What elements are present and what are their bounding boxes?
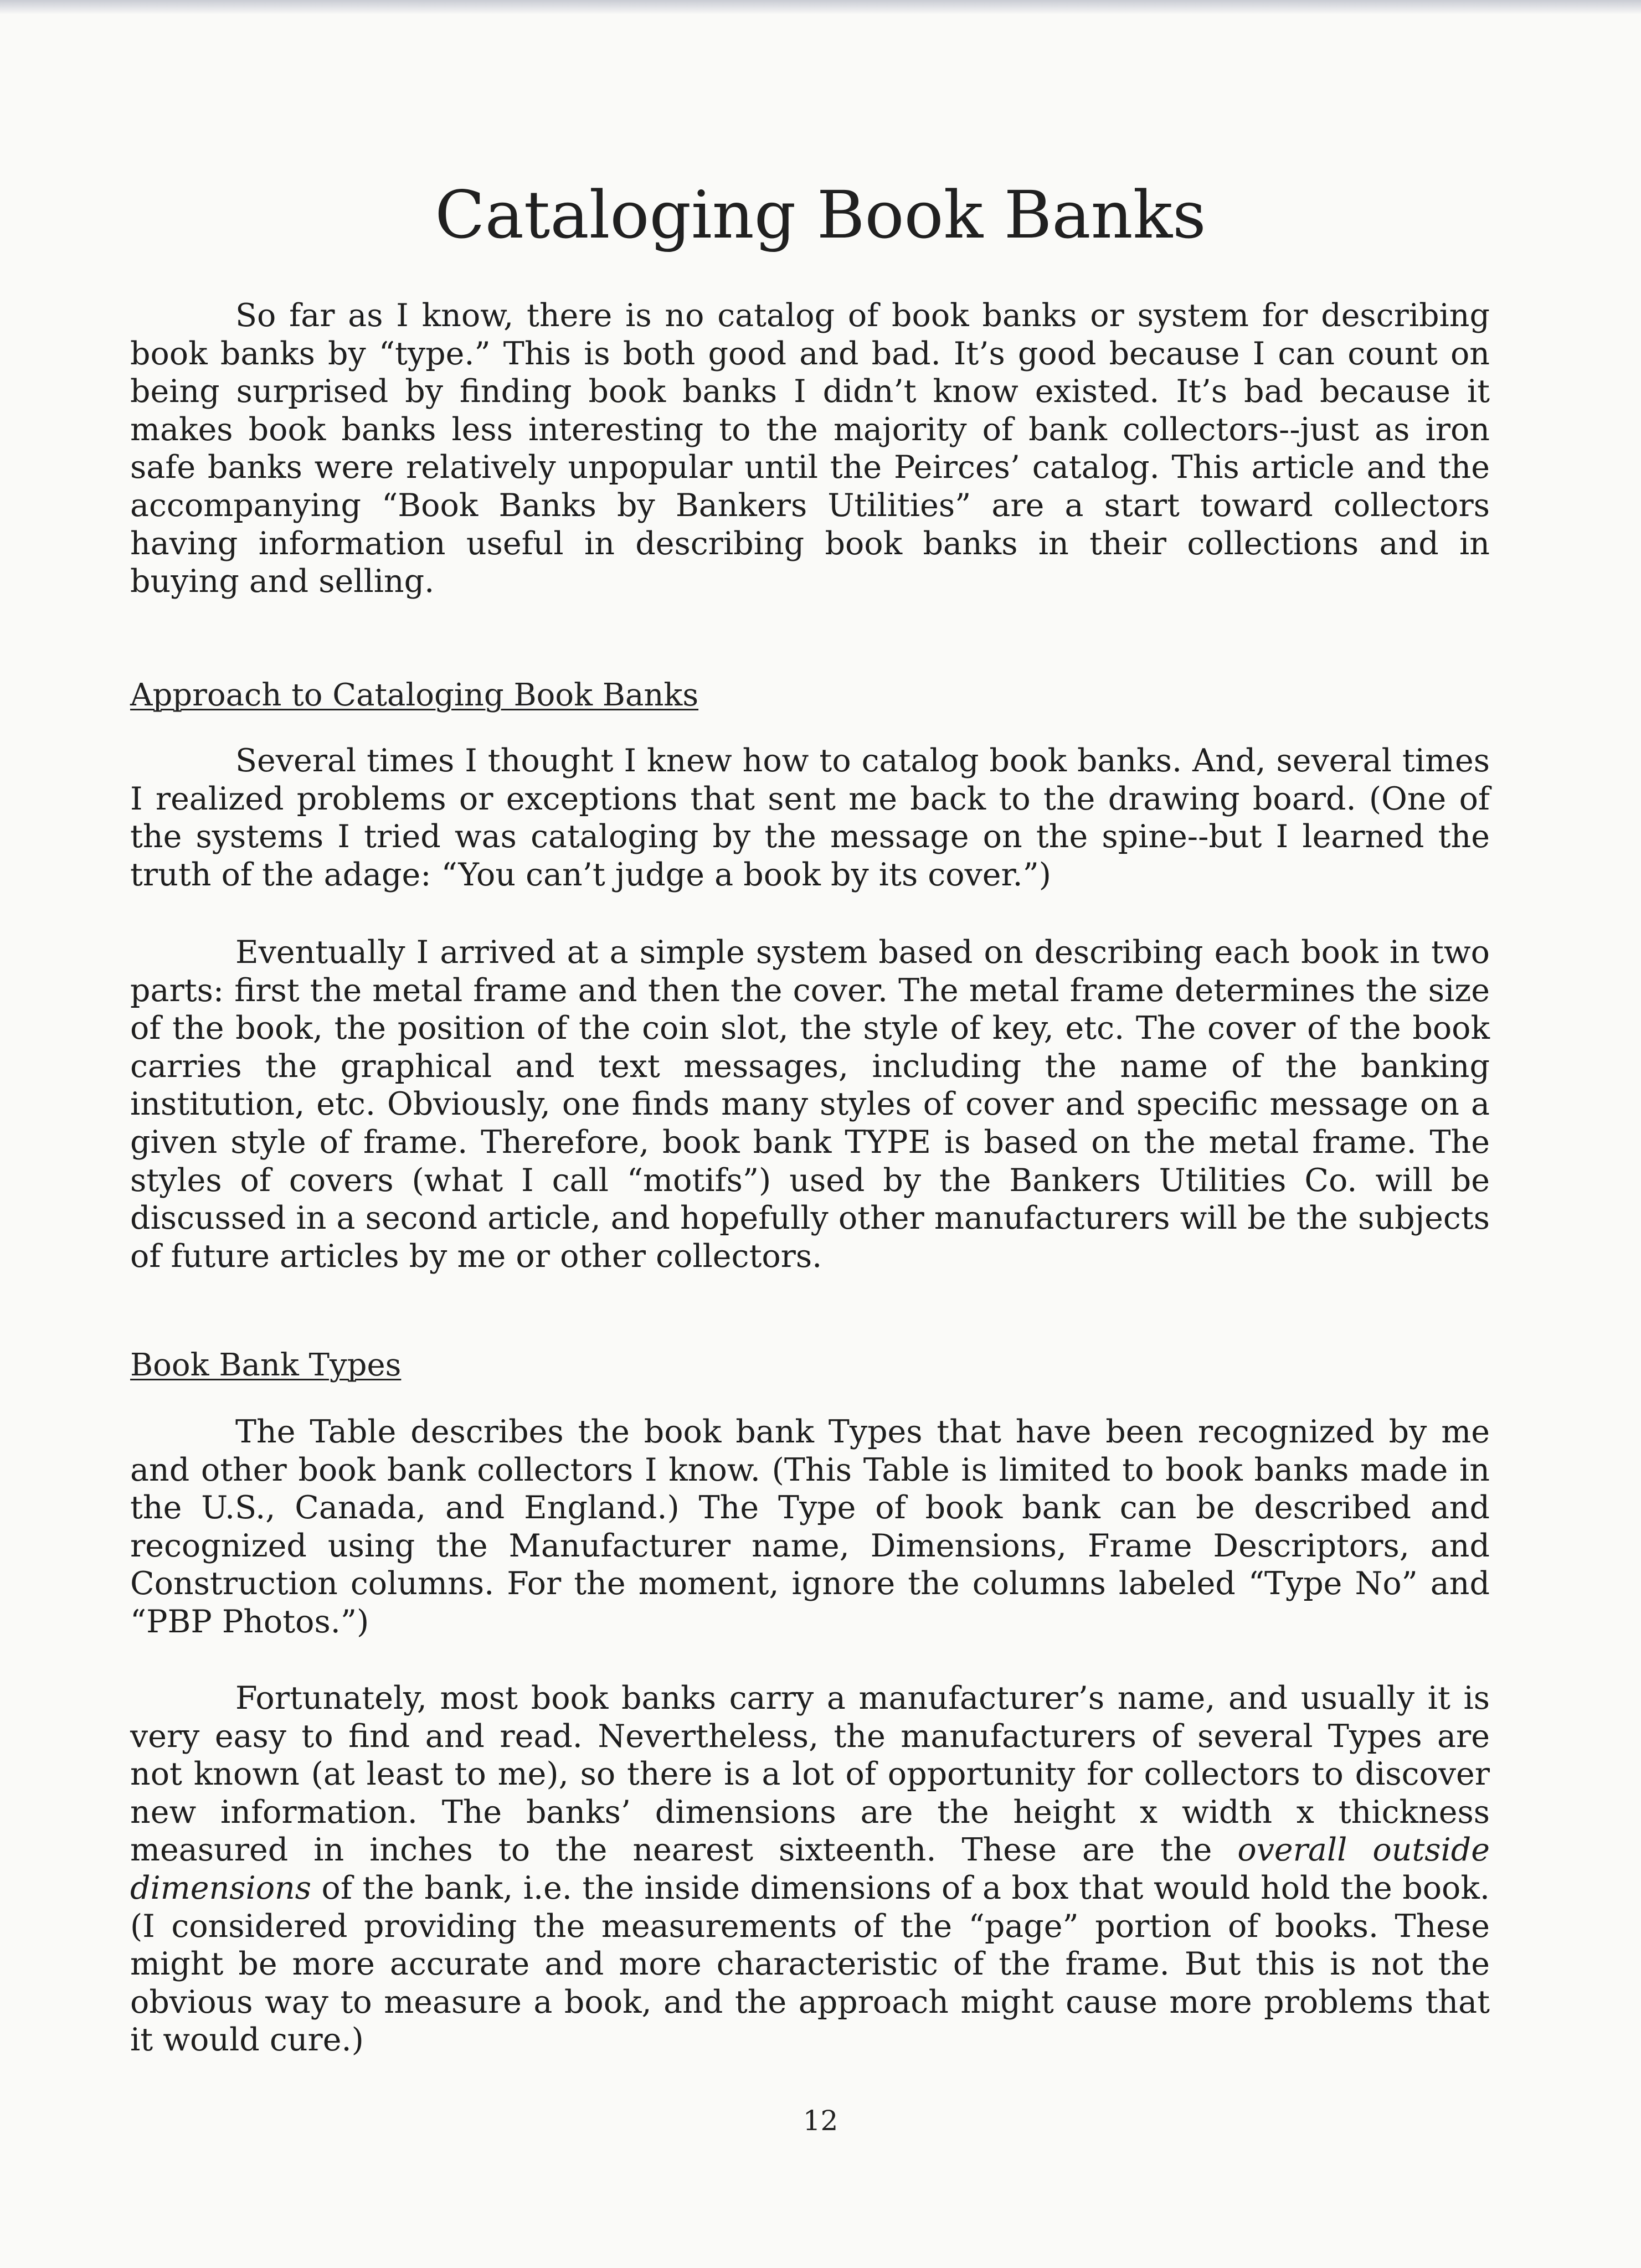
section-heading-types: Book Bank Types: [130, 1347, 402, 1383]
types-paragraph-2-text-end: of the bank, i.e. the inside dimensions of a box that would hold the book. (I considered providing the measurements of the “page” portion of books. These might be more accurate and more characteristic of the frame. But this is not the obvious way to measure a book, and the approach might cause more problems that it would cure.): [130, 1869, 1490, 2059]
types-paragraph-2: [130, 1679, 1490, 2059]
types-paragraph-2-text-start: Fortunately, most book banks carry a manufacturer’s name, and usually it is very easy to find and read. Nevertheless, the manufacturers of several Types are not known (at least to me), so there is a lot of opportunity for collectors to discover new information. The banks’ dimensions are the height x width x thickness measured in inches to the nearest sixteenth. These are the: [130, 1680, 1490, 1869]
section-heading-approach: Approach to Cataloging Book Banks: [130, 677, 699, 713]
page-title: Cataloging Book Banks: [435, 177, 1206, 253]
approach-paragraph-1: Several times I thought I knew how to catalog book banks. And, several times I realized problems or exceptions that sent me back to the drawing board. (One of the systems I tried was cataloging by the message on the spine--but I learned the truth of the adage: “You can’t judge a book by its cover.”): [130, 743, 1490, 893]
types-paragraph-1: The Table describes the book bank Types that have been recognized by me and other book bank collectors I know. (This Table is limited to book banks made in the U.S., Canada, and England.) The Type of book bank can be described and recognized using the Manufacturer name, Dimensions, Frame Descriptors, and Construction columns. For the moment, ignore the columns labeled “Type No” and “PBP Photos.”): [130, 1414, 1490, 1640]
types-paragraph-2-italic-phrase: overall outside dimensions: [130, 1832, 1490, 1906]
page-number: 12: [803, 2105, 838, 2137]
intro-paragraph: So far as I know, there is no catalog of book banks or system for describing book banks by “type.” This is both good and bad. It’s good because I can count on being surprised by finding book banks I didn’t know existed. It’s bad because it makes book banks less interesting to the majority of bank collectors--just as iron safe banks were relatively unpopular until the Peirces’ catalog. This article and the accompanying “Book Banks by Bankers Utilities” are a start toward collectors having information useful in describing book banks in their collections and in buying and selling.: [130, 297, 1490, 600]
approach-paragraph-2: Eventually I arrived at a simple system based on describing each book in two parts: first the metal frame and then the cover. The metal frame determines the size of the book, the position of the coin slot, the style of key, etc. The cover of the book carries the graphical and text messages, including the name of the banking institution, etc. Obviously, one finds many styles of cover and specific message on a given style of frame. Therefore, book bank TYPE is based on the metal frame. The styles of covers (what I call “motifs”) used by the Bankers Utilities Co. will be discussed in a second article, and hopefully other manufacturers will be the subjects of future articles by me or other collectors.: [130, 934, 1490, 1275]
